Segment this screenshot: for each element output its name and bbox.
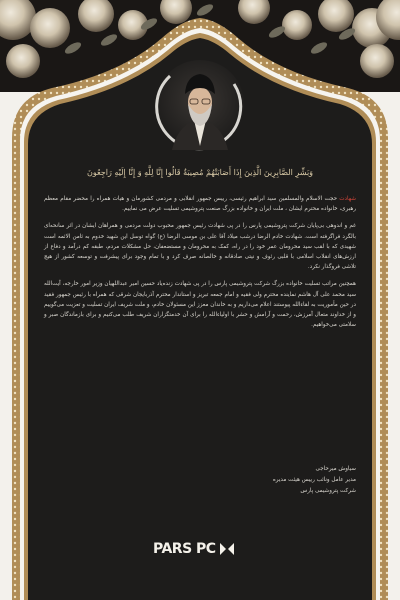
signatory-title: مدیر عامل ونائب رییس هیئت مدیره bbox=[272, 477, 356, 483]
paragraph-3: همچنین مراتب تسلیت خانواده بزرگ شرکت پتروشیمی پارس را در پی شهادت زنده‌یاد حسین امیر عبداللهیان وزیر امور خارجه، آیت‌الله سید محمد علی آل هاشم نماینده محترم ولی فقیه و امام جمعه تبریز و استاندار محترم آذربایجان شرقی که همراه با رئیس جمهور فقید در حین مأموریت به لقاءالله پیوستند اعلام می‌داریم و به خاندان معزز این مسئولان خادم، و ملت شریف ایران تسلیت و تعزیت می‌گوییم و از خداوند متعال آمرزش، رحمت و آرامش و حشر با اولیاءالله را برای آن خدمتگزاران شریف طلب می‌کنیم و برای بازماندگان صبر و سلامتی می‌خواهیم. bbox=[44, 281, 356, 329]
highlighted-word: شهادت bbox=[339, 196, 356, 202]
portrait-image bbox=[150, 54, 250, 154]
condolence-message bbox=[44, 194, 356, 337]
pars-pc-logo bbox=[153, 540, 247, 558]
signature-block bbox=[44, 464, 356, 497]
paragraph-2: غم و اندوهی بی‌پایان شرکت پتروشیمی پارس را در پی شهادت رئیس جمهور محبوب دولت مردمی و همراهان ایشان در اثر سانحه‌ای بالگرد فراگرفته است. شهادت خادم الرضا درشب میلاد آقا علی بن موسی الرضا (ع) گواه توسل این شهید خدوم به ثامن الائمه است شهیدی که با لقب سید محرومان عمر خود را در راه، کمک به محرومان و مستضعفان، حل مشکلات مردم، طبقه کم درآمد و دفاع از ارزش‌های انقلاب اسلامی با قلبی رئوف و نیتی صادقانه و خالصانه صرف کرد و با تمام وجود برای پیشرفت و توسعه کشور از هیچ تلاشی فروگذار نکرد. bbox=[44, 223, 356, 271]
logo-wordmark: PARS PC bbox=[153, 541, 216, 557]
quran-verse: وَبَشِّرِ الصَّابِرِينَ الَّذِينَ إِذَا أَصَابَتْهُمْ مُصِيبَةٌ قَالُوا إِنَّا لِلَّهِ وَ إِنَّا إِلَيْهِ رَاجِعُونَ bbox=[86, 168, 314, 177]
company-name: شرکت پتروشیمی پارس bbox=[300, 488, 356, 494]
signatory-name: سیاوش میرحاجی bbox=[315, 466, 356, 472]
paragraph-1: شهادت حجت الاسلام والمسلمین سید ابراهیم رئیسی، رییس جمهور انقلابی و مردمی کشورمان و هیات همراه را محضر مقام معظم رهبری، خانواده محترم ایشان ، ملت ایران و خانواده بزرگ صنعت پتروشیمی تسلیت عرض می نماییم. bbox=[44, 196, 356, 213]
pars-pc-mark-icon bbox=[220, 543, 234, 555]
